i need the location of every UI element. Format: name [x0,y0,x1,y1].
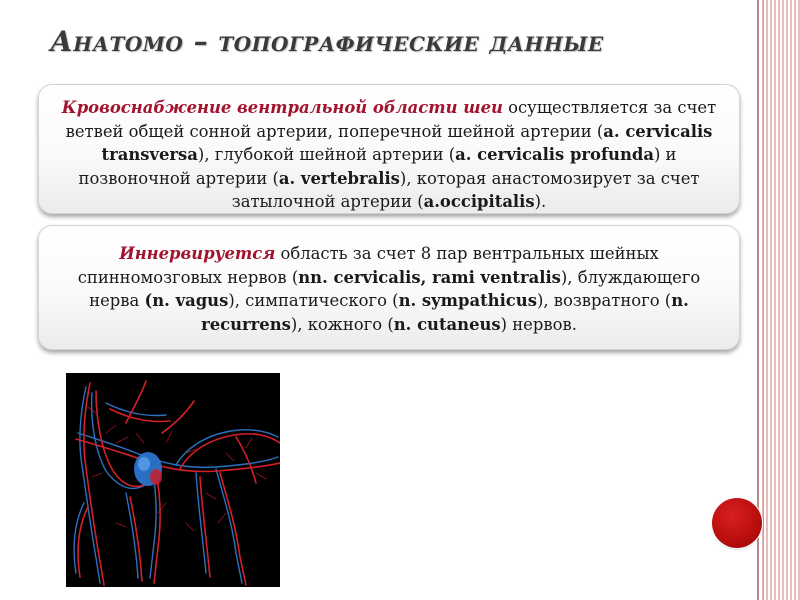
nerve-term: n. recurrens [201,291,689,334]
stripe-border-line [763,0,764,600]
blood-supply-text: ). [534,192,547,211]
nerve-term: n. cutaneus [393,314,501,334]
slide-title: Анатомо – топографические данные [50,25,604,58]
innervation-heading: Иннервируется [119,244,276,263]
artery-term: a. cervicalis transversa [101,121,713,164]
innervation-text: ), возвратного ( [536,291,672,310]
blood-supply-text: ) и позвоночной артерии ( [78,145,677,188]
decorative-stripe-band [760,0,800,600]
blood-supply-text: ), глубокой шейной артерии ( [197,145,456,164]
vascular-system-illustration [66,373,280,587]
artery-term: a.occipitalis [423,192,535,211]
blood-supply-panel [38,84,740,214]
innervation-text: ) нервов. [500,314,577,334]
innervation-panel [38,225,740,350]
blood-supply-text: осуществляется за счет ветвей общей сонной артерии, поперечной шейной артерии ( [65,98,717,141]
nerve-term: nn. cervicalis, rami ventralis [298,267,561,287]
vascular-system-icon [66,373,280,587]
nerve-term: (n. vagus [144,291,229,310]
blood-supply-text: ), которая анастомозирует за счет затылочной артерии ( [231,168,700,211]
innervation-text: область за счет 8 пар вентральных шейных спинномозговых нервов ( [77,244,659,287]
innervation-text: ), симпатического ( [228,291,399,310]
artery-term: a. vertebralis [278,168,400,188]
red-circle-decoration [712,498,762,548]
innervation-text: ), блуждающего нерва [89,267,701,310]
innervation-text: ), кожного ( [290,314,394,334]
blood-supply-heading: Кровоснабжение вентральной области шеи [61,98,503,117]
artery-term: a. cervicalis profunda [455,145,654,164]
nerve-term: n. sympathicus [398,291,537,310]
